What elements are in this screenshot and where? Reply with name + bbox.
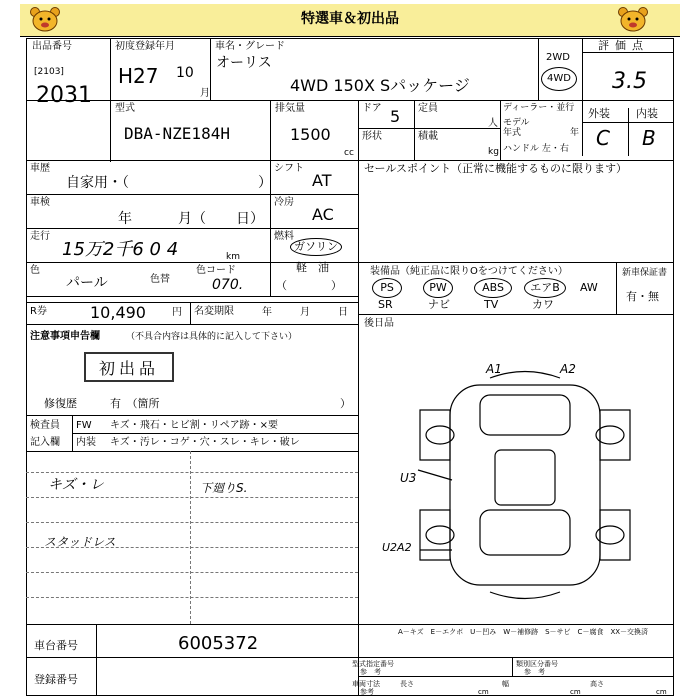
new-guarantee-label: 新車保証書 [622, 268, 668, 278]
sales-point-label: セールスポイント（正常に機能するものに限ります） [364, 162, 628, 175]
equipment-navi: ナビ [428, 298, 450, 311]
inspector-row2: キズ・汚レ・コゲ・穴・スレ・キレ・破レ [110, 437, 300, 448]
bear-mascot-icon [616, 6, 650, 32]
inspector-label-2: 記入欄 [30, 437, 60, 448]
dimension-width-cm: cm [570, 688, 581, 696]
first-listing-stamp: 初出品 [84, 352, 174, 382]
lot-number: 2031 [36, 83, 92, 108]
recycle-unit: 円 [172, 307, 182, 318]
color-code: 070. [212, 277, 244, 293]
mileage-unit: km [226, 252, 240, 262]
registry-label: 登録番号 [34, 673, 78, 686]
ac-label: 冷房 [274, 197, 294, 208]
repair-value: 有 （箇所 [110, 397, 160, 410]
notice-label: 注意事項申告欄 [30, 331, 100, 342]
dealer-line2: モデル [503, 118, 530, 128]
history-label: 車歴 [30, 163, 50, 174]
registration-month: 10 [176, 65, 194, 81]
score-label: 評価点 [598, 39, 649, 52]
equipment-aw: AW [580, 281, 598, 294]
equipment-abs: ABS [474, 278, 512, 298]
interior-grade: B [642, 126, 656, 150]
car-name: オーリス [216, 55, 272, 71]
note-2: 下廻りS. [200, 481, 248, 495]
notice-hint: （不具合内容は具体的に記入して下さい） [126, 332, 298, 342]
inspector-row2-prefix: 内装 [76, 437, 96, 448]
equipment-leather: カワ [532, 298, 554, 311]
recycle-value: 10,490 [90, 303, 146, 322]
load-unit: kg [488, 147, 499, 157]
load-label: 積載 [418, 131, 438, 142]
damage-legend: A－キズ E－エクボ U－凹み W－補修跡 S－サビ C－腐食 XX－交換済 [398, 628, 649, 636]
car-body-diagram [380, 360, 670, 610]
meigi-label: 名変期限 [194, 306, 234, 317]
displacement-label: 排気量 [275, 103, 305, 114]
bear-mascot-icon [28, 6, 62, 32]
registration-month-unit: 月 [200, 88, 210, 99]
color-value: パール [66, 275, 108, 291]
mileage-label: 走行 [30, 231, 50, 242]
displacement-value: 1500 [290, 125, 331, 144]
lot-label: 出品番号 [32, 41, 72, 52]
model-label: 型式 [115, 103, 135, 114]
score-value: 3.5 [612, 69, 647, 94]
dealer-line4: ハンドル 左・右 [503, 144, 569, 154]
shift-value: AT [312, 171, 332, 190]
dimension-height: 高さ [590, 680, 604, 688]
repair-label: 修復歴 [44, 397, 77, 410]
dimension-ref: 参考 [360, 688, 374, 696]
inspector-row1-prefix: FW [76, 420, 92, 431]
dimension-length-cm: cm [478, 688, 489, 696]
dimension-height-cm: cm [656, 688, 667, 696]
note-1: キズ・レ [48, 477, 104, 493]
shift-label: シフト [274, 163, 304, 174]
chassis-value: 6005372 [178, 633, 259, 654]
meigi-year: 年 [262, 307, 272, 318]
repair-close: ） [340, 397, 351, 410]
capacity-unit: 人 [488, 118, 498, 129]
drive-4wd-circled: 4WD [541, 67, 577, 91]
aftermarket-label: 後日品 [364, 318, 394, 329]
class-number-sub: 参 考 [524, 668, 545, 676]
color-code-label: 色コード [196, 265, 236, 276]
dimension-width: 幅 [502, 680, 509, 688]
meigi-month: 月 [300, 307, 310, 318]
doors-label: ドア [362, 103, 382, 114]
meigi-day: 日 [338, 307, 348, 318]
exterior-grade: C [596, 126, 610, 150]
fuel-label: 燃料 [274, 231, 294, 242]
inspection-month: 月（ [178, 211, 206, 227]
lot-sub: [2103] [34, 67, 64, 77]
capacity-label: 定員 [418, 103, 438, 114]
equipment-label: 装備品（純正品に限りOをつけてください） [370, 266, 568, 277]
diagram-mark-u3: U3 [400, 471, 417, 485]
registration-label: 初度登録年月 [115, 41, 175, 52]
color-label: 色 [30, 265, 40, 276]
fuel-gasoline-circled: ガソリン [290, 238, 342, 256]
ac-value: AC [312, 205, 334, 224]
dealer-line1: ディーラー・並行 [503, 103, 575, 113]
model-number-sub: 参 考 [360, 668, 381, 676]
equipment-airbag: エアB [524, 278, 566, 298]
displacement-unit: cc [344, 148, 354, 158]
exterior-label: 外装 [588, 107, 610, 120]
equipment-pw: PW [423, 278, 453, 298]
diagram-mark-a1: A1 [486, 362, 502, 376]
recycle-label: R券 [30, 306, 47, 317]
history-close: ） [258, 175, 272, 191]
equipment-ps: PS [372, 278, 402, 298]
equipment-tv: TV [484, 298, 499, 311]
dimension-length: 長さ [400, 680, 414, 688]
diagram-mark-a2: A2 [560, 362, 576, 376]
inspector-label-1: 検査員 [30, 420, 60, 431]
drive-2wd: 2WD [546, 52, 570, 63]
dimension-label: 車両寸法 [352, 680, 380, 688]
interior-label: 内装 [636, 107, 658, 120]
dealer-line3: 年式 [503, 128, 522, 138]
doors-value: 5 [390, 107, 401, 126]
equipment-sr: SR [378, 298, 393, 311]
shape-label: 形状 [362, 131, 382, 142]
class-number-label: 類別区分番号 [516, 660, 558, 668]
dealer-year-unit: 年 [570, 128, 580, 138]
inspector-row1: キズ・飛石・ヒビ割・リペア跡・×要 [110, 420, 278, 431]
color-swap-label: 色替 [150, 274, 170, 285]
inspection-label: 車検 [30, 197, 50, 208]
car-grade: 4WD 150X Sパッケージ [290, 76, 470, 95]
header-title: 特選車＆初出品 [301, 11, 399, 27]
registration-year: H27 [118, 64, 159, 88]
car-label: 車名・グレード [215, 41, 285, 52]
chassis-label: 車台番号 [34, 639, 78, 652]
new-guarantee-value: 有・無 [626, 290, 659, 303]
mileage-value: 15万2千6 0 4 [62, 239, 179, 260]
fuel-other: （ ） [276, 279, 342, 292]
history-value: 自家用・（ [66, 175, 129, 191]
inspection-day: 日） [236, 211, 264, 227]
inspection-year: 年 [118, 211, 132, 227]
note-3: スタッドレス [44, 535, 116, 549]
model-value: DBA-NZE184H [124, 124, 230, 143]
model-number-label: 型式指定番号 [352, 660, 394, 668]
diagram-mark-u2a2: U2A2 [382, 541, 412, 554]
fuel-diesel: 軽 油 [296, 261, 329, 274]
